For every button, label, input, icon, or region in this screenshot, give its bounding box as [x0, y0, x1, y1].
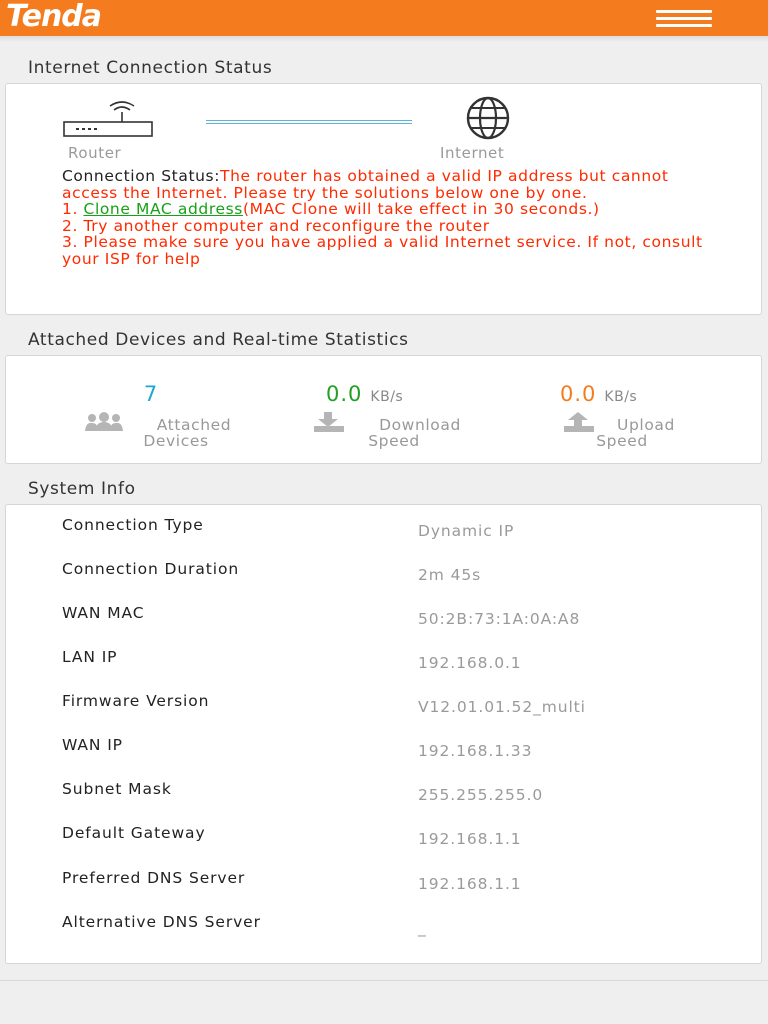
- attached-devices-stat: [134, 382, 168, 406]
- attached-devices-label: Attached Devices: [143, 416, 232, 450]
- download-speed-label: Download Speed: [368, 416, 461, 450]
- info-key: LAN IP: [62, 648, 118, 666]
- info-value: 192.168.1.1: [418, 875, 522, 893]
- header-shadow: [0, 36, 768, 42]
- info-value: 50:2B:73:1A:0A:A8: [418, 610, 581, 628]
- status-message: The router has obtained a valid IP address but cannot access the Internet. Please try the solutions below one by one.: [62, 167, 669, 202]
- info-row-firmware-version: [62, 692, 752, 716]
- info-value: Dynamic IP: [418, 522, 515, 540]
- router-icon: [62, 100, 154, 140]
- internet-status-title: Internet Connection Status: [28, 58, 273, 78]
- internet-label: Internet: [440, 144, 505, 162]
- info-key: Connection Type: [62, 516, 204, 534]
- info-key: Subnet Mask: [62, 780, 172, 798]
- info-row-preferred-dns: [62, 869, 752, 893]
- info-key: Connection Duration: [62, 560, 240, 578]
- info-value: 192.168.0.1: [418, 654, 522, 672]
- info-value: 255.255.255.0: [418, 786, 544, 804]
- step1-suffix: (MAC Clone will take effect in 30 seconds.): [242, 200, 600, 218]
- info-row-default-gateway: [62, 824, 752, 848]
- info-row-connection-type: [62, 516, 752, 540]
- upload-speed-unit: KB/s: [604, 389, 638, 405]
- info-row-subnet-mask: [62, 780, 752, 804]
- clone-mac-link[interactable]: Clone MAC address: [83, 200, 243, 218]
- stats-title: Attached Devices and Real-time Statistics: [28, 330, 409, 350]
- download-speed-value: 0.0: [326, 382, 363, 406]
- system-info-card: [5, 504, 762, 964]
- info-key: Default Gateway: [62, 824, 206, 842]
- tenda-logo[interactable]: Tenda: [6, 0, 102, 34]
- info-key: WAN IP: [62, 736, 123, 754]
- download-speed-unit: KB/s: [370, 389, 404, 405]
- step1-prefix: 1.: [62, 200, 84, 218]
- info-key: Firmware Version: [62, 692, 210, 710]
- top-bar: [0, 0, 768, 36]
- info-key: Preferred DNS Server: [62, 869, 246, 887]
- info-row-alternative-dns: [62, 913, 752, 937]
- upload-speed-label: Upload Speed: [596, 416, 675, 450]
- system-info-title: System Info: [28, 479, 136, 499]
- connection-status-label: Connection Status:: [62, 167, 221, 185]
- download-speed-stat: [326, 382, 476, 406]
- info-value: _: [418, 919, 427, 937]
- info-row-connection-duration: [62, 560, 752, 584]
- upload-speed-value: 0.0: [560, 382, 597, 406]
- info-row-lan-ip: [62, 648, 752, 672]
- step2-text: 2. Try another computer and reconfigure the router: [62, 216, 490, 235]
- connection-status-message: [62, 168, 712, 267]
- info-value: V12.01.01.52_multi: [418, 698, 586, 716]
- attached-devices-count: 7: [143, 382, 159, 406]
- connection-line: [206, 119, 412, 125]
- info-row-wan-mac: [62, 604, 752, 628]
- globe-icon: [440, 96, 528, 140]
- info-value: 192.168.1.33: [418, 742, 533, 760]
- info-value: 2m 45s: [418, 566, 482, 584]
- router-label: Router: [68, 144, 122, 162]
- info-row-wan-ip: [62, 736, 752, 760]
- footer-divider: [0, 980, 768, 981]
- upload-speed-stat: [560, 382, 710, 406]
- step3-text: 3. Please make sure you have applied a valid Internet service. If not, consult your ISP for help: [62, 233, 703, 268]
- info-value: 192.168.1.1: [418, 830, 522, 848]
- info-key: WAN MAC: [62, 604, 145, 622]
- stats-card: [5, 355, 762, 464]
- hamburger-menu-icon[interactable]: [656, 9, 712, 29]
- info-key: Alternative DNS Server: [62, 913, 261, 931]
- internet-status-card: [5, 83, 762, 315]
